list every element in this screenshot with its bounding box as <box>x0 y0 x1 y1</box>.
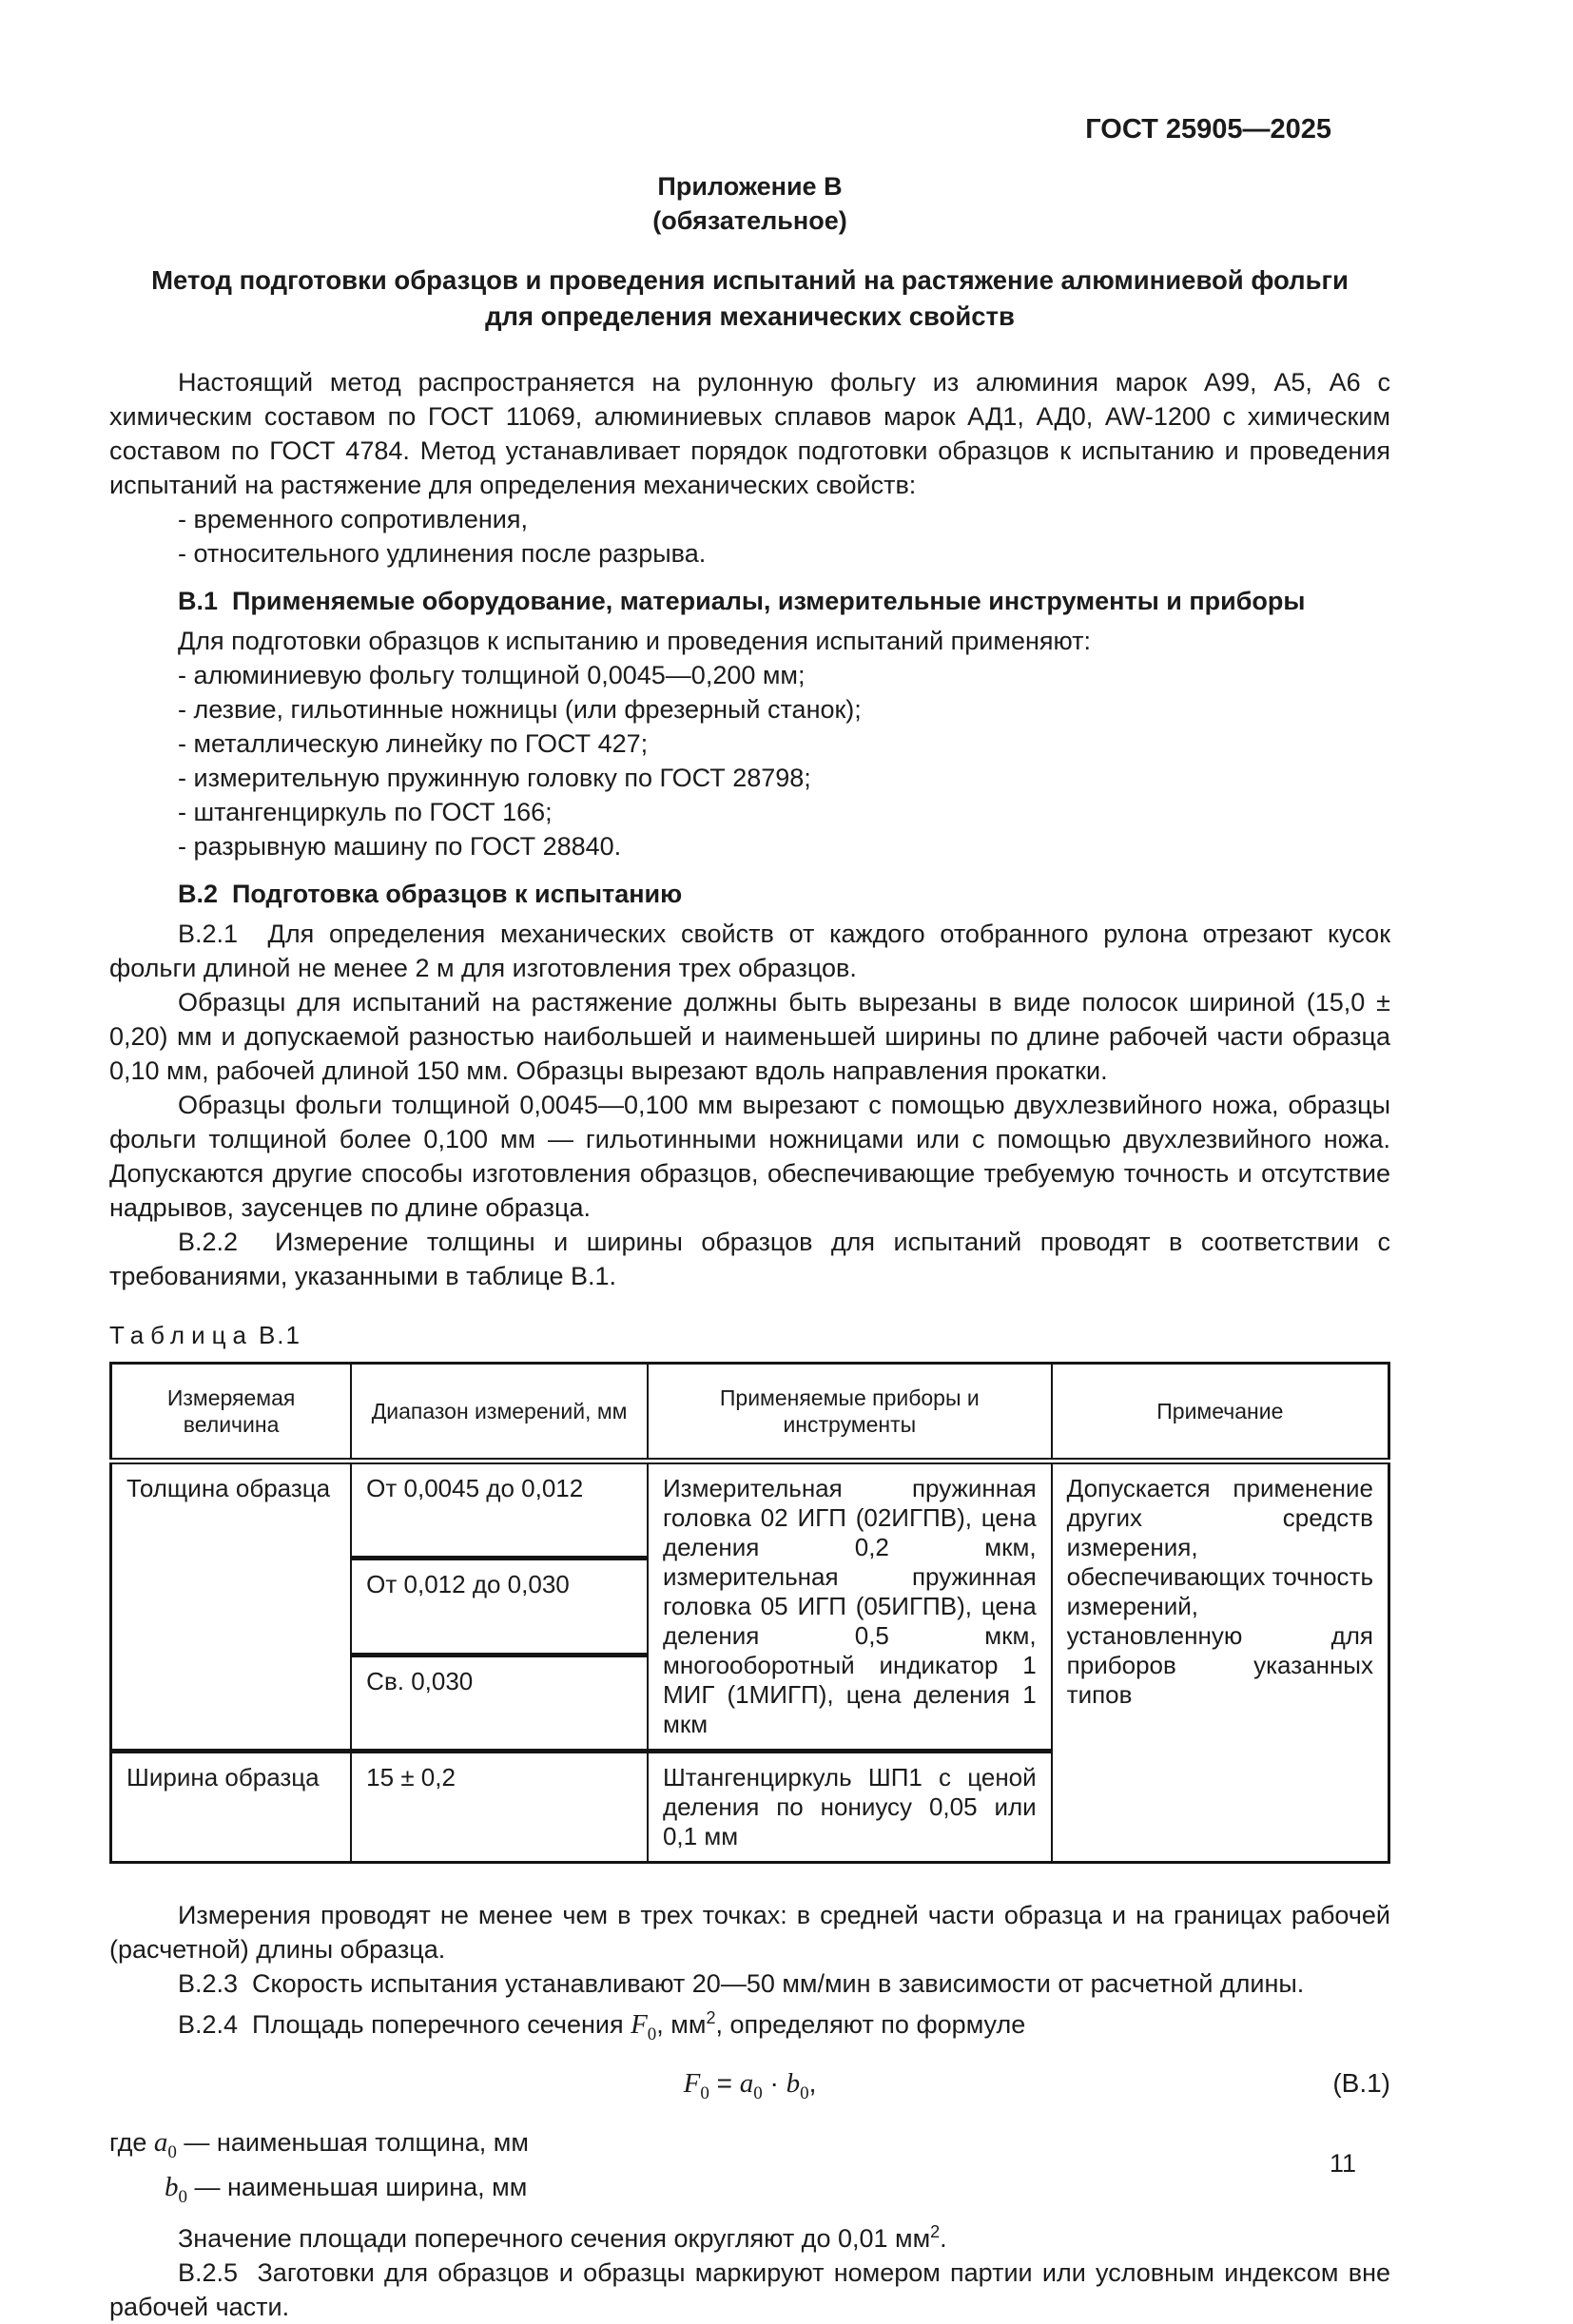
where-line-a <box>109 2125 1390 2170</box>
b24-units: , мм <box>656 2010 707 2039</box>
paragraph-b21-3: Образцы фольги толщиной 0,0045—0,100 мм вырезают с помощью двухлезвийного ножа, образцы фольги толщиной более 0,100 мм — гильотинными ножницами или с помощью двухлезвийного ножа. Допускаются другие способы изготовления образцов, обеспечивающие требуемую точность и отсутствие надрывов, заусенцев по длине образца. <box>109 1091 1390 1222</box>
where-sub: 0 <box>167 2142 177 2162</box>
paragraph-rounding <box>109 2215 1390 2256</box>
formula-sub: 0 <box>753 2083 763 2103</box>
formula-number: (В.1) <box>1332 2068 1390 2098</box>
where-text-a: — наименьшая толщина, мм <box>176 2128 529 2157</box>
header-note: Примечание <box>1052 1364 1389 1462</box>
table-caption-number: В.1 <box>258 1321 301 1349</box>
formula-comma: , <box>808 2068 817 2098</box>
after-table-section <box>109 1898 1390 2324</box>
header-measurement-range: Диапазон измерений, мм <box>351 1364 648 1462</box>
section-b1-heading: В.1 Применяемые оборудование, материалы, измерительные инструменты и приборы <box>178 587 1306 615</box>
paragraph-b23: В.2.3 Скорость испытания устанавливают 20—50 мм/мин в зависимости от расчетной длины. <box>178 1969 1305 1998</box>
table-row <box>111 1462 1389 1559</box>
paragraph-b25: В.2.5 Заготовки для образцов и образцы маркируют номером партии или условным индексом вне рабочей части. <box>109 2258 1390 2321</box>
appendix-title <box>109 262 1390 335</box>
formula-dot: · <box>762 2068 786 2098</box>
table-b1 <box>109 1362 1390 1864</box>
b1-list-item: - разрывную машину по ГОСТ 28840. <box>178 832 622 861</box>
section-b1-intro: Для подготовки образцов к испытанию и проведения испытаний применяют: <box>178 627 1092 655</box>
header-measured-quantity: Измеряемая величина <box>111 1364 352 1462</box>
formula-expression <box>683 2068 817 2103</box>
formula-equals: = <box>709 2068 740 2098</box>
appendix-title-line2: для определения механических свойств <box>485 301 1015 331</box>
formula-var-f: F <box>683 2068 701 2099</box>
page-number: 11 <box>1329 2149 1356 2178</box>
header-instruments: Применяемые приборы и инструменты <box>648 1364 1052 1462</box>
b24-sup: 2 <box>706 2008 716 2027</box>
formula-sub: 0 <box>800 2083 809 2103</box>
paragraph-b24 <box>109 2001 1390 2052</box>
paragraph-measurements: Измерения проводят не менее чем в трех точках: в средней части образца и на границах рабочей (расчетной) длины образца. <box>109 1901 1390 1964</box>
b1-list-item: - алюминиевую фольгу толщиной 0,0045—0,200 мм; <box>178 661 806 689</box>
formula-var-a: a <box>739 2068 754 2099</box>
where-var-a: a <box>153 2127 168 2158</box>
table-caption-word: Таблица <box>109 1321 253 1349</box>
intro-item: - относительного удлинения после разрыва. <box>178 539 707 568</box>
b1-list-item: - лезвие, гильотинные ножницы (или фрезерный станок); <box>178 695 862 724</box>
formula-b1-row <box>109 2063 1390 2114</box>
doc-code: ГОСТ 25905—2025 <box>1085 114 1331 145</box>
intro-item: - временного сопротивления, <box>178 505 528 533</box>
cell-range-2: От 0,012 до 0,030 <box>351 1559 648 1655</box>
b1-list-item: - металлическую линейку по ГОСТ 427; <box>178 729 649 758</box>
b1-list-item: - штангенциркуль по ГОСТ 166; <box>178 798 553 826</box>
rounding-period: . <box>940 2224 947 2253</box>
formula-sub: 0 <box>700 2083 709 2103</box>
b24-sub: 0 <box>647 2024 657 2044</box>
cell-range-1: От 0,0045 до 0,012 <box>351 1462 648 1559</box>
paragraph-b21: В.2.1 Для определения механических свойств от каждого отобранного рулона отрезают кусок фольги длиной не менее 2 м для изготовления трех образцов. <box>109 920 1390 982</box>
cell-thickness-instruments: Измерительная пружинная головка 02 ИГП (02ИГПВ), цена деления 0,2 мкм, измерительная пружинная головка 05 ИГП (05ИГПВ), цена деления 0,5 мкм, многооборотный индикатор 1 МИГ (1МИГП), цена деления 1 мкм <box>648 1462 1052 1752</box>
intro-section <box>109 365 1390 571</box>
cell-note: Допускается применение других средств измерения, обеспечивающих точность измерений, установленную для приборов указанных типов <box>1052 1462 1389 1863</box>
document-page <box>109 0 1390 2324</box>
table-caption <box>109 1318 1390 1352</box>
b24-tail: , определяют по формуле <box>715 2010 1026 2039</box>
cell-range-3: Св. 0,030 <box>351 1655 648 1751</box>
paragraph-b21-2: Образцы для испытаний на растяжение должны быть вырезаны в виде полосок шириной (15,0 ± 0,20) мм и допускаемой разностью наибольшей и наименьшей ширины по длине рабочей части образца 0,10 мм, рабочей длиной 150 мм. Образцы вырезают вдоль направления прокатки. <box>109 988 1390 1085</box>
b24-text: В.2.4 Площадь поперечного сечения <box>178 2010 631 2039</box>
appendix-kind: (обязательное) <box>652 206 847 235</box>
cell-width-range: 15 ± 0,2 <box>351 1752 648 1863</box>
where-label: где <box>109 2128 154 2157</box>
section-b2-heading: В.2 Подготовка образцов к испытанию <box>178 880 683 908</box>
where-sub: 0 <box>178 2187 187 2207</box>
rounding-text: Значение площади поперечного сечения округляют до 0,01 мм <box>178 2224 931 2253</box>
intro-paragraph: Настоящий метод распространяется на рулонную фольгу из алюминия марок А99, А5, А6 с химическим составом по ГОСТ 11069, алюминиевых сплавов марок АД1, АД0, AW-1200 с химическим составом по ГОСТ 4784. Метод устанавливает порядок подготовки образцов к испытанию и проведения испытаний на растяжение для определения механических свойств: <box>109 368 1390 499</box>
b1-list-item: - измерительную пружинную головку по ГОСТ 28798; <box>178 764 811 792</box>
b24-var-f: F <box>631 2009 648 2040</box>
appendix-title-line1: Метод подготовки образцов и проведения испытаний на растяжение алюминиевой фольги <box>151 265 1349 295</box>
cell-thickness-param: Толщина образца <box>111 1462 352 1752</box>
cell-width-param: Ширина образца <box>111 1752 352 1863</box>
table-header-row <box>111 1364 1389 1462</box>
appendix-header <box>109 169 1390 238</box>
rounding-sup: 2 <box>930 2222 941 2241</box>
where-text-b: — наименьшая ширина, мм <box>187 2173 528 2201</box>
formula-var-b: b <box>786 2068 801 2099</box>
where-var-b: b <box>165 2172 179 2202</box>
appendix-label: Приложение В <box>657 172 843 201</box>
paragraph-b22: В.2.2 Измерение толщины и ширины образцов для испытаний проводят в соответствии с требованиями, указанными в таблице В.1. <box>109 1228 1390 1290</box>
cell-width-instruments: Штангенциркуль ШП1 с ценой деления по нониусу 0,05 или 0,1 мм <box>648 1752 1052 1863</box>
where-line-b <box>109 2170 1390 2215</box>
